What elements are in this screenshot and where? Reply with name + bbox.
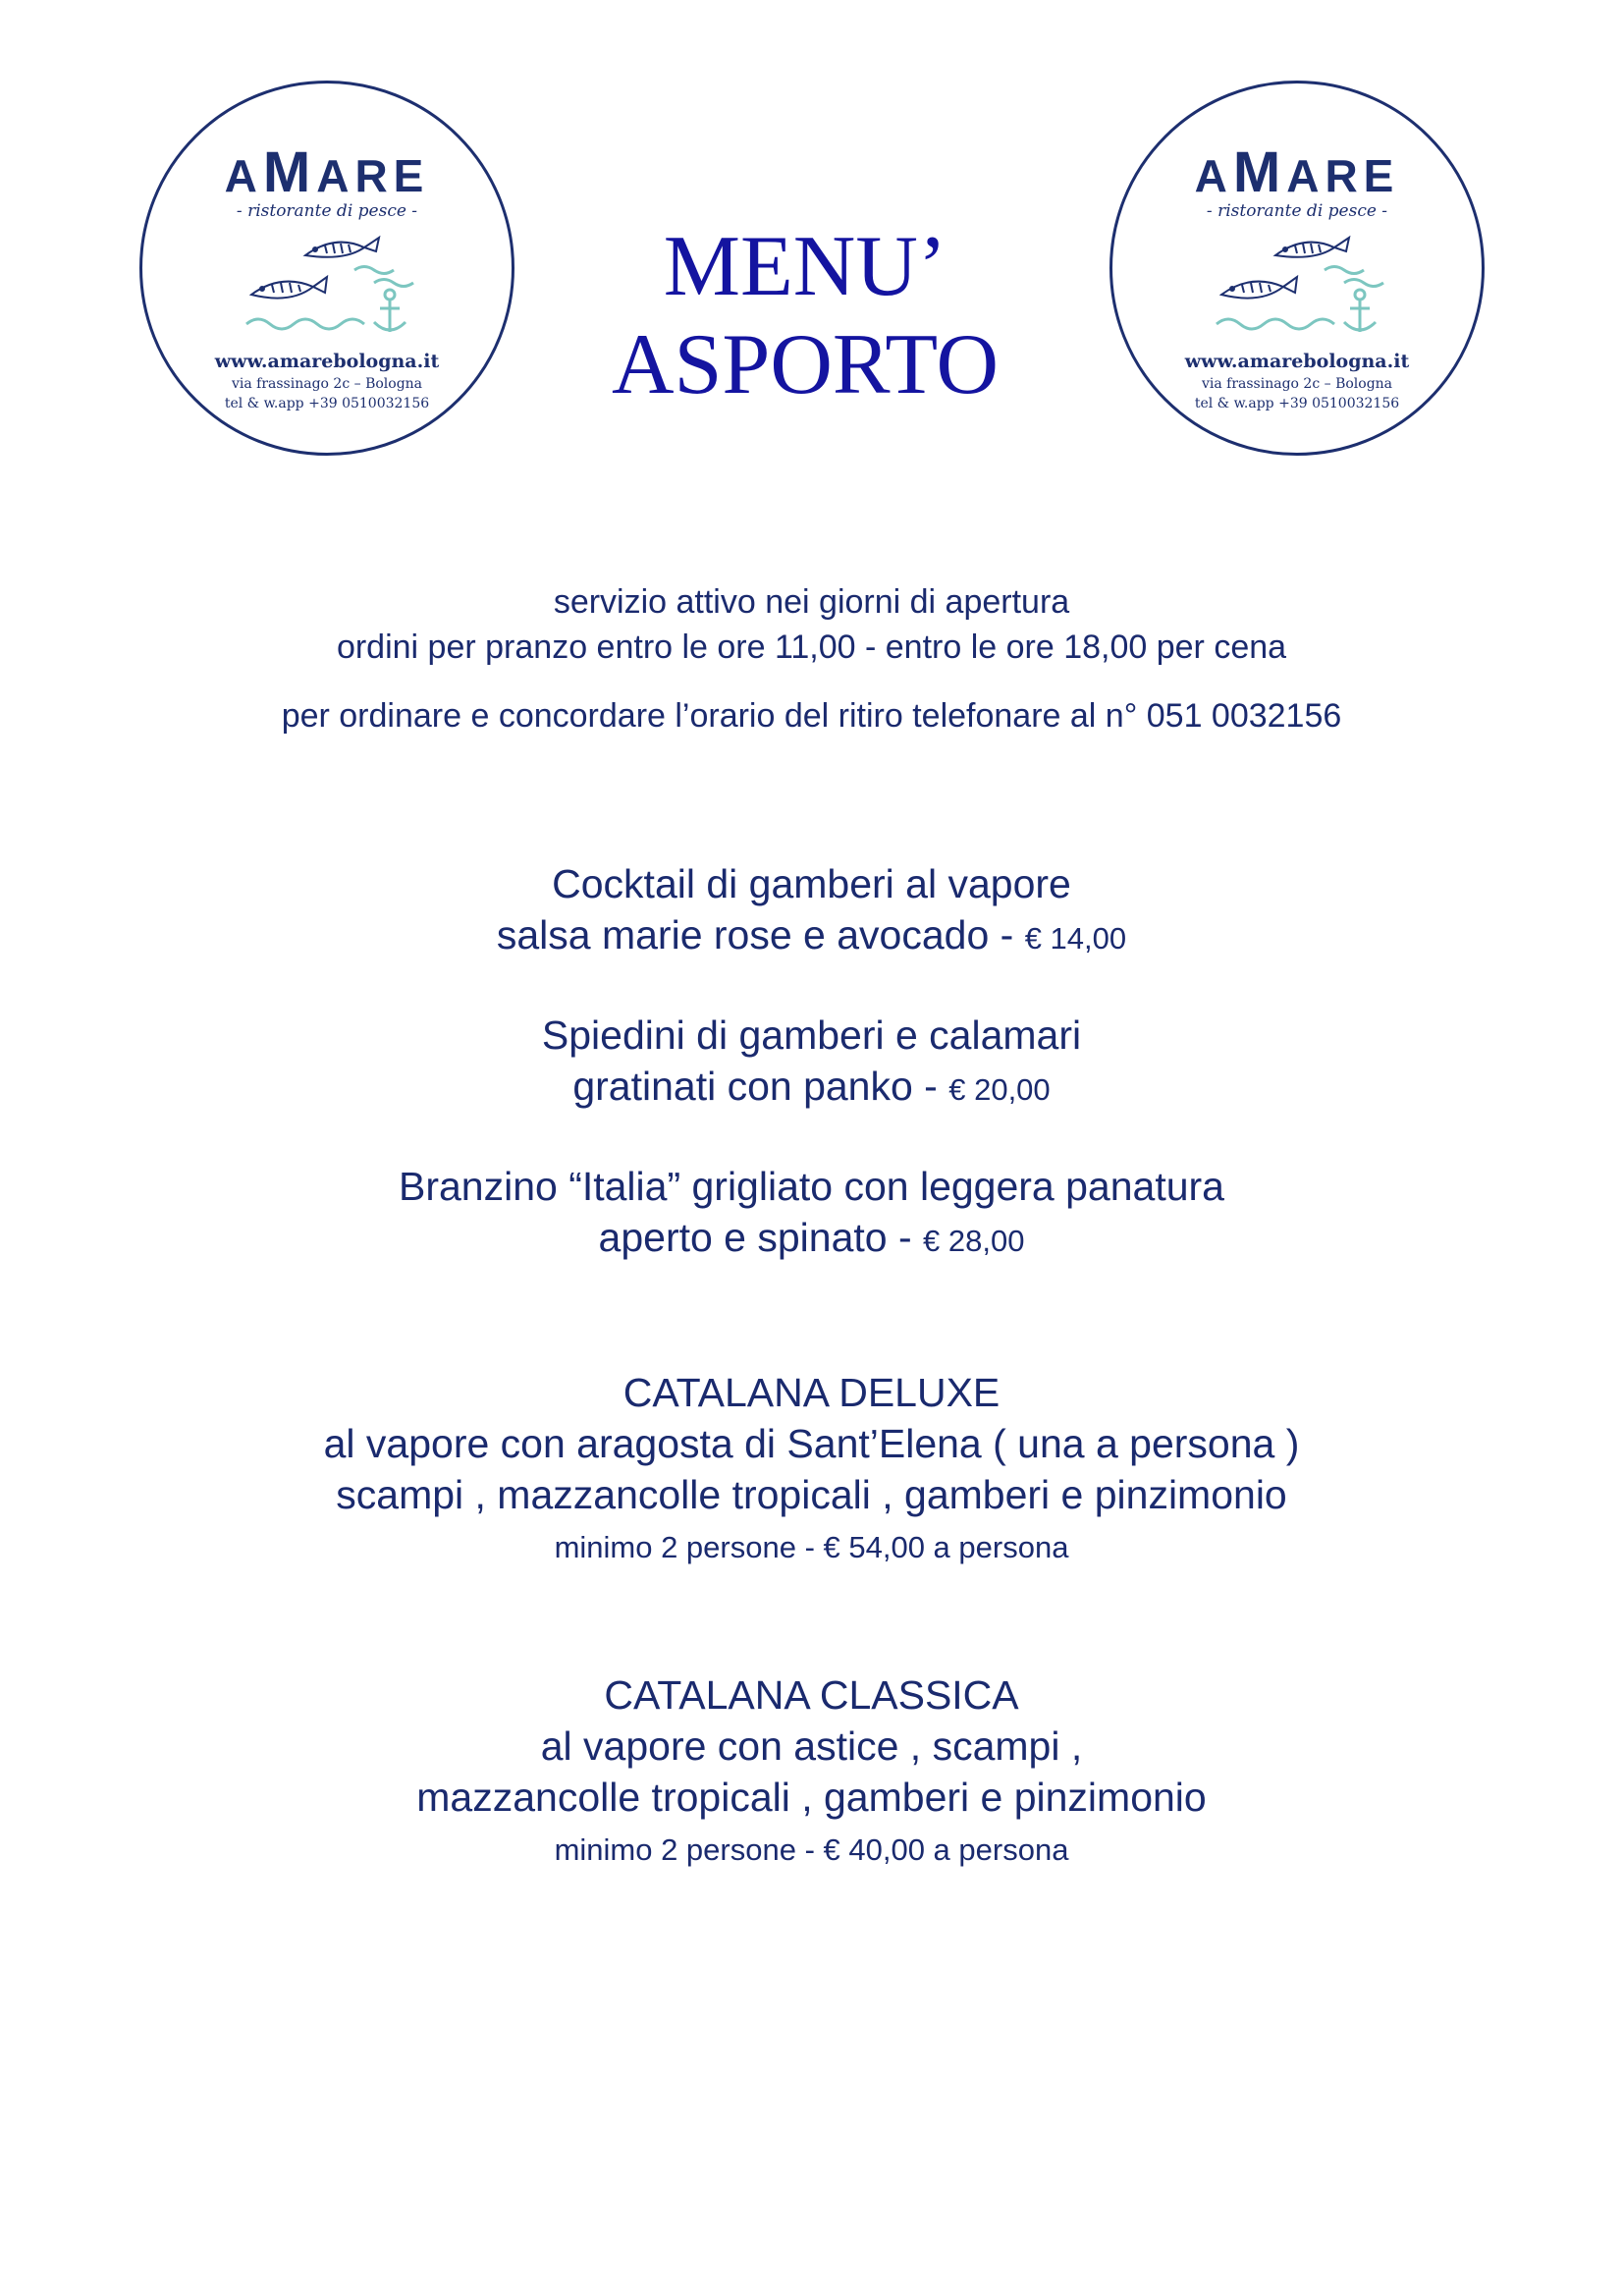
menu-item xyxy=(0,1010,1623,1116)
logo-brand: AMARE xyxy=(224,140,430,204)
menu-item-price: € 28,00 xyxy=(923,1224,1025,1258)
logo-tagline: - ristorante di pesce - xyxy=(236,201,418,221)
info-line-3: per ordinare e concordare l’orario del ritiro telefonare al n° 051 0032156 xyxy=(281,697,1342,735)
menu-item xyxy=(0,1669,1623,1872)
menu-item-price: € 20,00 xyxy=(948,1072,1051,1107)
restaurant-logo-left xyxy=(139,81,514,456)
logo-phone: tel & w.app +39 0510032156 xyxy=(224,396,430,411)
menu-item-desc: scampi , mazzancolle tropicali , gamberi e pinzimonio xyxy=(336,1472,1287,1517)
menu-item-desc: al vapore con aragosta di Sant’Elena ( una a persona ) xyxy=(323,1421,1300,1466)
menu-item xyxy=(0,1367,1623,1569)
menu-item-name: Cocktail di gamberi al vapore xyxy=(552,861,1071,906)
menu-item-name: Spiedini di gamberi e calamari xyxy=(541,1012,1082,1058)
title-line-1: MENU’ xyxy=(663,219,947,314)
menu-item-note: minimo 2 persone - € 40,00 a persona xyxy=(554,1832,1069,1867)
menu-item-desc: aperto e spinato - € 28,00 xyxy=(598,1215,1025,1260)
service-info xyxy=(0,579,1623,670)
order-info xyxy=(0,693,1623,738)
menu-item-desc: gratinati con panko - € 20,00 xyxy=(572,1064,1051,1109)
menu-item xyxy=(0,1161,1623,1267)
menu-item-desc: mazzancolle tropicali , gamberi e pinzimonio xyxy=(416,1775,1207,1820)
restaurant-logo-right xyxy=(1109,81,1485,456)
logo-tagline: - ristorante di pesce - xyxy=(1206,201,1388,221)
logo-website: www.amarebologna.it xyxy=(214,351,440,372)
menu-item-name: CATALANA DELUXE xyxy=(622,1370,1001,1415)
info-line-2: ordini per pranzo entro le ore 11,00 - entro le ore 18,00 per cena xyxy=(336,629,1287,666)
logo-address: via frassinago 2c – Bologna xyxy=(1201,376,1393,392)
menu-item-desc: al vapore con astice , scampi , xyxy=(540,1723,1083,1769)
fish-anchor-icon xyxy=(1207,226,1393,344)
logo-brand: AMARE xyxy=(1194,140,1400,204)
logo-phone: tel & w.app +39 0510032156 xyxy=(1194,396,1400,411)
menu-item-name: CATALANA CLASSICA xyxy=(604,1672,1019,1718)
page-title xyxy=(520,218,1090,414)
logo-website: www.amarebologna.it xyxy=(1184,351,1410,372)
menu-item-name: Branzino “Italia” grigliato con leggera panatura xyxy=(398,1164,1224,1209)
menu-item-desc: salsa marie rose e avocado - € 14,00 xyxy=(496,912,1127,957)
menu-item xyxy=(0,858,1623,964)
title-line-2: ASPORTO xyxy=(611,317,1000,412)
menu-item-price: € 14,00 xyxy=(1024,921,1127,956)
logo-address: via frassinago 2c – Bologna xyxy=(231,376,423,392)
fish-anchor-icon xyxy=(237,226,423,344)
info-line-1: servizio attivo nei giorni di apertura xyxy=(553,583,1070,621)
menu-item-note: minimo 2 persone - € 54,00 a persona xyxy=(554,1530,1069,1564)
